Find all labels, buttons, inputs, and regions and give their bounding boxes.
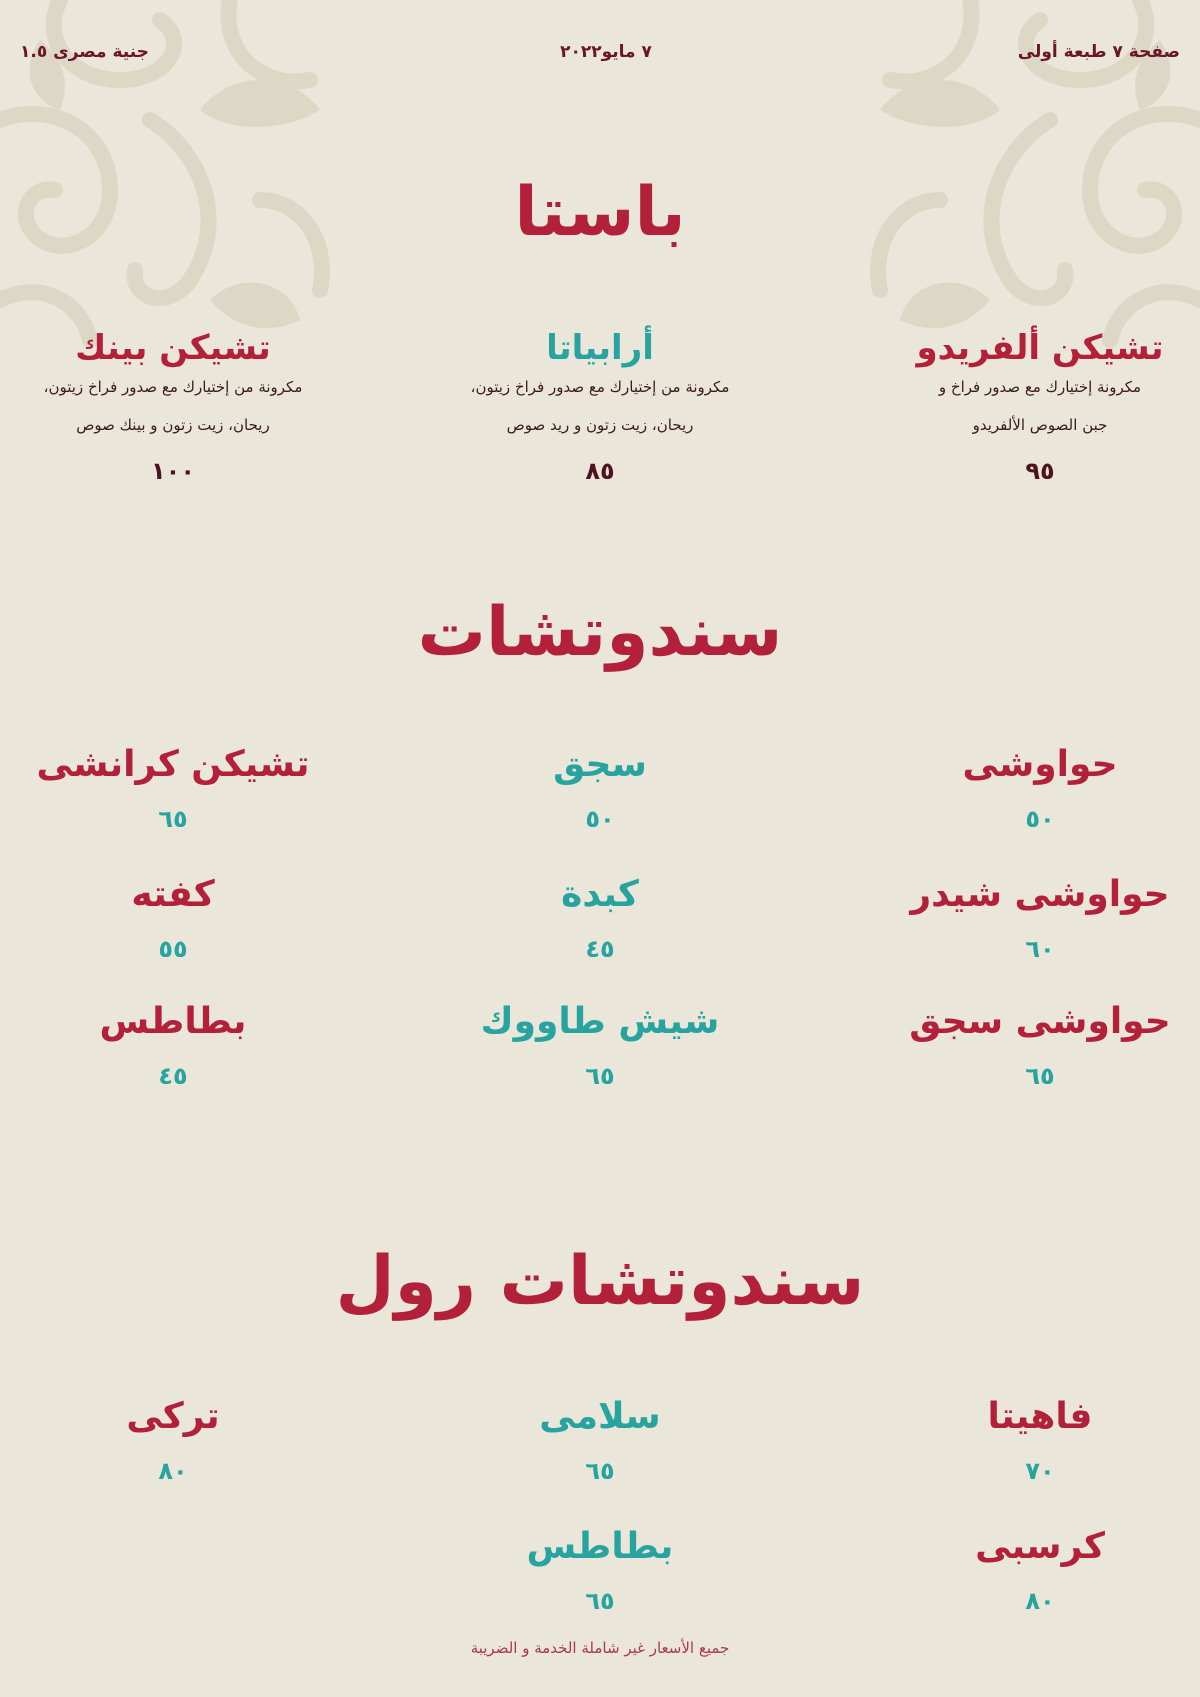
section-title-pasta: باستا: [514, 173, 686, 252]
item-price: ٦٥: [158, 805, 188, 833]
item-description: مكرونة من إختيارك مع صدور فراخ زيتون،: [43, 378, 303, 396]
ornament-swirl: [228, 0, 310, 82]
item-name: شيش طاووك: [480, 1001, 720, 1042]
menu-item: [440, 1524, 760, 1634]
item-price: ٨٠: [1025, 1587, 1055, 1615]
menu-item: [13, 742, 333, 852]
item-price: ٩٥: [1025, 457, 1055, 485]
item-name: تشيكن بينك: [75, 328, 271, 368]
menu-item: [13, 999, 333, 1109]
item-description: مكرونة من إختيارك مع صدور فراخ زيتون،: [470, 378, 730, 396]
item-price: ٦٥: [1025, 1062, 1055, 1090]
item-price: ٥٠: [1025, 805, 1055, 833]
item-name: فاهيتا: [987, 1396, 1093, 1437]
item-description: جبن الصوص الألفريدو: [972, 416, 1108, 434]
ornament-swirl: [890, 0, 972, 82]
item-name: حواوشى سجق: [909, 1001, 1171, 1042]
menu-item: [880, 1524, 1200, 1634]
item-name: سلامى: [539, 1396, 661, 1437]
currency-label: جنية مصرى ١.٥: [20, 42, 149, 62]
item-price: ٥٠: [585, 805, 615, 833]
menu-item: [13, 872, 333, 982]
item-price: ٥٥: [158, 935, 188, 963]
menu-item: [440, 1394, 760, 1504]
edition-label: صفحة ٧ طبعة أولى: [1017, 42, 1180, 62]
item-name: حواوشى شيدر: [910, 874, 1170, 915]
section-title-sandwiches: سندوتشات: [417, 593, 783, 672]
item-price: ٤٥: [585, 935, 615, 963]
item-name: حواوشى: [962, 744, 1118, 785]
menu-item: [440, 999, 760, 1109]
item-price: ٦٥: [585, 1457, 615, 1485]
section-title-roll-sandwiches: سندوتشات رول: [335, 1242, 865, 1321]
item-name: كفته: [131, 874, 215, 915]
item-name: بطاطس: [99, 1001, 247, 1042]
menu-item: [880, 742, 1200, 852]
menu-item: [880, 326, 1200, 491]
item-price: ٦٥: [585, 1062, 615, 1090]
menu-item: [880, 872, 1200, 982]
item-name: تشيكن كرانشى: [36, 744, 310, 785]
menu-item: [13, 326, 333, 491]
item-name: تركى: [126, 1396, 220, 1437]
item-price: ٦٠: [1025, 935, 1055, 963]
item-name: أرابياتا: [546, 328, 654, 368]
menu-item: [880, 999, 1200, 1109]
item-name: تشيكن ألفريدو: [916, 328, 1164, 368]
item-name: كرسبى: [975, 1526, 1105, 1567]
menu-item: [13, 1394, 333, 1504]
menu-item: [440, 326, 760, 491]
ornament-leaf: [210, 283, 300, 329]
ornament-leaf: [900, 283, 990, 329]
item-price: ٦٥: [585, 1587, 615, 1615]
item-description: مكرونة إختيارك مع صدور فراخ و: [938, 378, 1142, 396]
item-name: كبدة: [561, 874, 639, 915]
date-label: ٧ مايو٢٠٢٢: [560, 42, 652, 62]
menu-item: [440, 872, 760, 982]
item-description: ريحان، زيت زتون و ريد صوص: [506, 416, 694, 434]
item-price: ١٠٠: [151, 457, 195, 485]
item-name: سجق: [553, 744, 647, 785]
menu-item: [440, 742, 760, 852]
item-description: ريحان، زيت زتون و بينك صوص: [76, 416, 270, 434]
item-price: ٨٠: [158, 1457, 188, 1485]
item-price: ٧٠: [1025, 1457, 1055, 1485]
footer-note: جميع الأسعار غير شاملة الخدمة و الضريبة: [470, 1639, 730, 1657]
item-price: ٤٥: [158, 1062, 188, 1090]
menu-item: [880, 1394, 1200, 1504]
item-name: بطاطس: [526, 1526, 674, 1567]
item-price: ٨٥: [585, 457, 615, 485]
